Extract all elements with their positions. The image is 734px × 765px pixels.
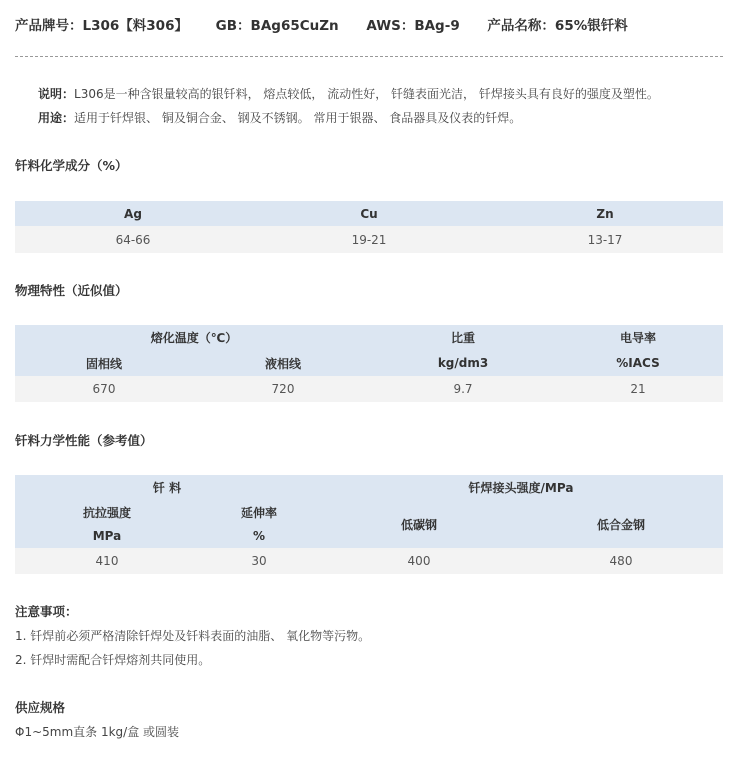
value-density: 9.7 [373, 376, 553, 402]
filler-header: 钎 料 [15, 475, 319, 500]
composition-table [15, 201, 723, 253]
value-tensile: 410 [15, 548, 199, 574]
density-unit: kg/dm3 [373, 350, 553, 376]
conductivity-header: 电导率 [553, 325, 723, 350]
liquidus-header: 液相线 [193, 350, 373, 376]
tensile-header: 抗拉强度 [15, 500, 199, 524]
low-carbon-header: 低碳钢 [319, 500, 519, 548]
supply-title: 供应规格 [15, 700, 66, 715]
value-liquidus: 720 [193, 376, 373, 402]
header-ag: Ag [15, 201, 251, 226]
header-zn: Zn [487, 201, 723, 226]
aws-standard: AWS：BAg-9 [366, 18, 460, 34]
value-low-alloy: 480 [519, 548, 723, 574]
joint-strength-header: 钎焊接头强度/MPa [319, 475, 723, 500]
product-grade: 产品牌号：L306【料306】 [15, 18, 188, 34]
conductivity-unit: %IACS [553, 350, 723, 376]
melting-temp-header: 熔化温度（℃） [15, 325, 373, 350]
value-low-carbon: 400 [319, 548, 519, 574]
note-item: 2. 钎焊时需配合钎焊熔剂共同使用。 [15, 653, 211, 667]
physical-title: 物理特性（近似值） [15, 283, 128, 298]
supply-text: Φ1~5mm直条 1kg/盒 或圆装 [15, 725, 180, 739]
low-alloy-header: 低合金钢 [519, 500, 723, 548]
use-line [38, 109, 521, 126]
intro-line [38, 85, 659, 102]
intro-label: 说明： [38, 87, 75, 101]
solidus-header: 固相线 [15, 350, 193, 376]
table-header-row [15, 325, 723, 350]
table-subheader-row [15, 350, 723, 376]
product-header [15, 14, 715, 34]
notes-title: 注意事项： [15, 604, 78, 619]
header-divider [15, 56, 723, 57]
table-subheader-row [15, 500, 723, 524]
gb-standard: GB：BAg65CuZn [215, 18, 339, 34]
intro-text: L306是一种含银量较高的银钎料， 熔点较低， 流动性好， 钎缝表面光洁， 钎焊接头具有良好的强度及塑性。 [74, 87, 659, 101]
mechanical-table [15, 475, 723, 574]
value-conductivity: 21 [553, 376, 723, 402]
table-row [15, 548, 723, 574]
composition-title: 钎料化学成分（%） [15, 158, 128, 173]
header-cu: Cu [251, 201, 487, 226]
value-cu: 19-21 [251, 226, 487, 253]
value-ag: 64-66 [15, 226, 251, 253]
value-solidus: 670 [15, 376, 193, 402]
use-label: 用途： [38, 111, 75, 125]
value-zn: 13-17 [487, 226, 723, 253]
density-header: 比重 [373, 325, 553, 350]
use-text: 适用于钎焊银、 铜及铜合金、 钢及不锈钢。 常用于银器、 食品器具及仪表的钎焊。 [74, 111, 522, 125]
mechanical-title: 钎料力学性能（参考值） [15, 433, 153, 448]
value-elongation: 30 [199, 548, 319, 574]
table-row [15, 376, 723, 402]
product-name: 产品名称：65%银钎料 [487, 18, 628, 34]
table-row [15, 226, 723, 253]
tensile-unit: MPa [15, 524, 199, 548]
table-header-row [15, 201, 723, 226]
table-header-row [15, 475, 723, 500]
elongation-unit: % [199, 524, 319, 548]
physical-table [15, 325, 723, 402]
elongation-header: 延伸率 [199, 500, 319, 524]
note-item: 1. 钎焊前必须严格清除钎焊处及钎料表面的油脂、 氧化物等污物。 [15, 629, 371, 643]
